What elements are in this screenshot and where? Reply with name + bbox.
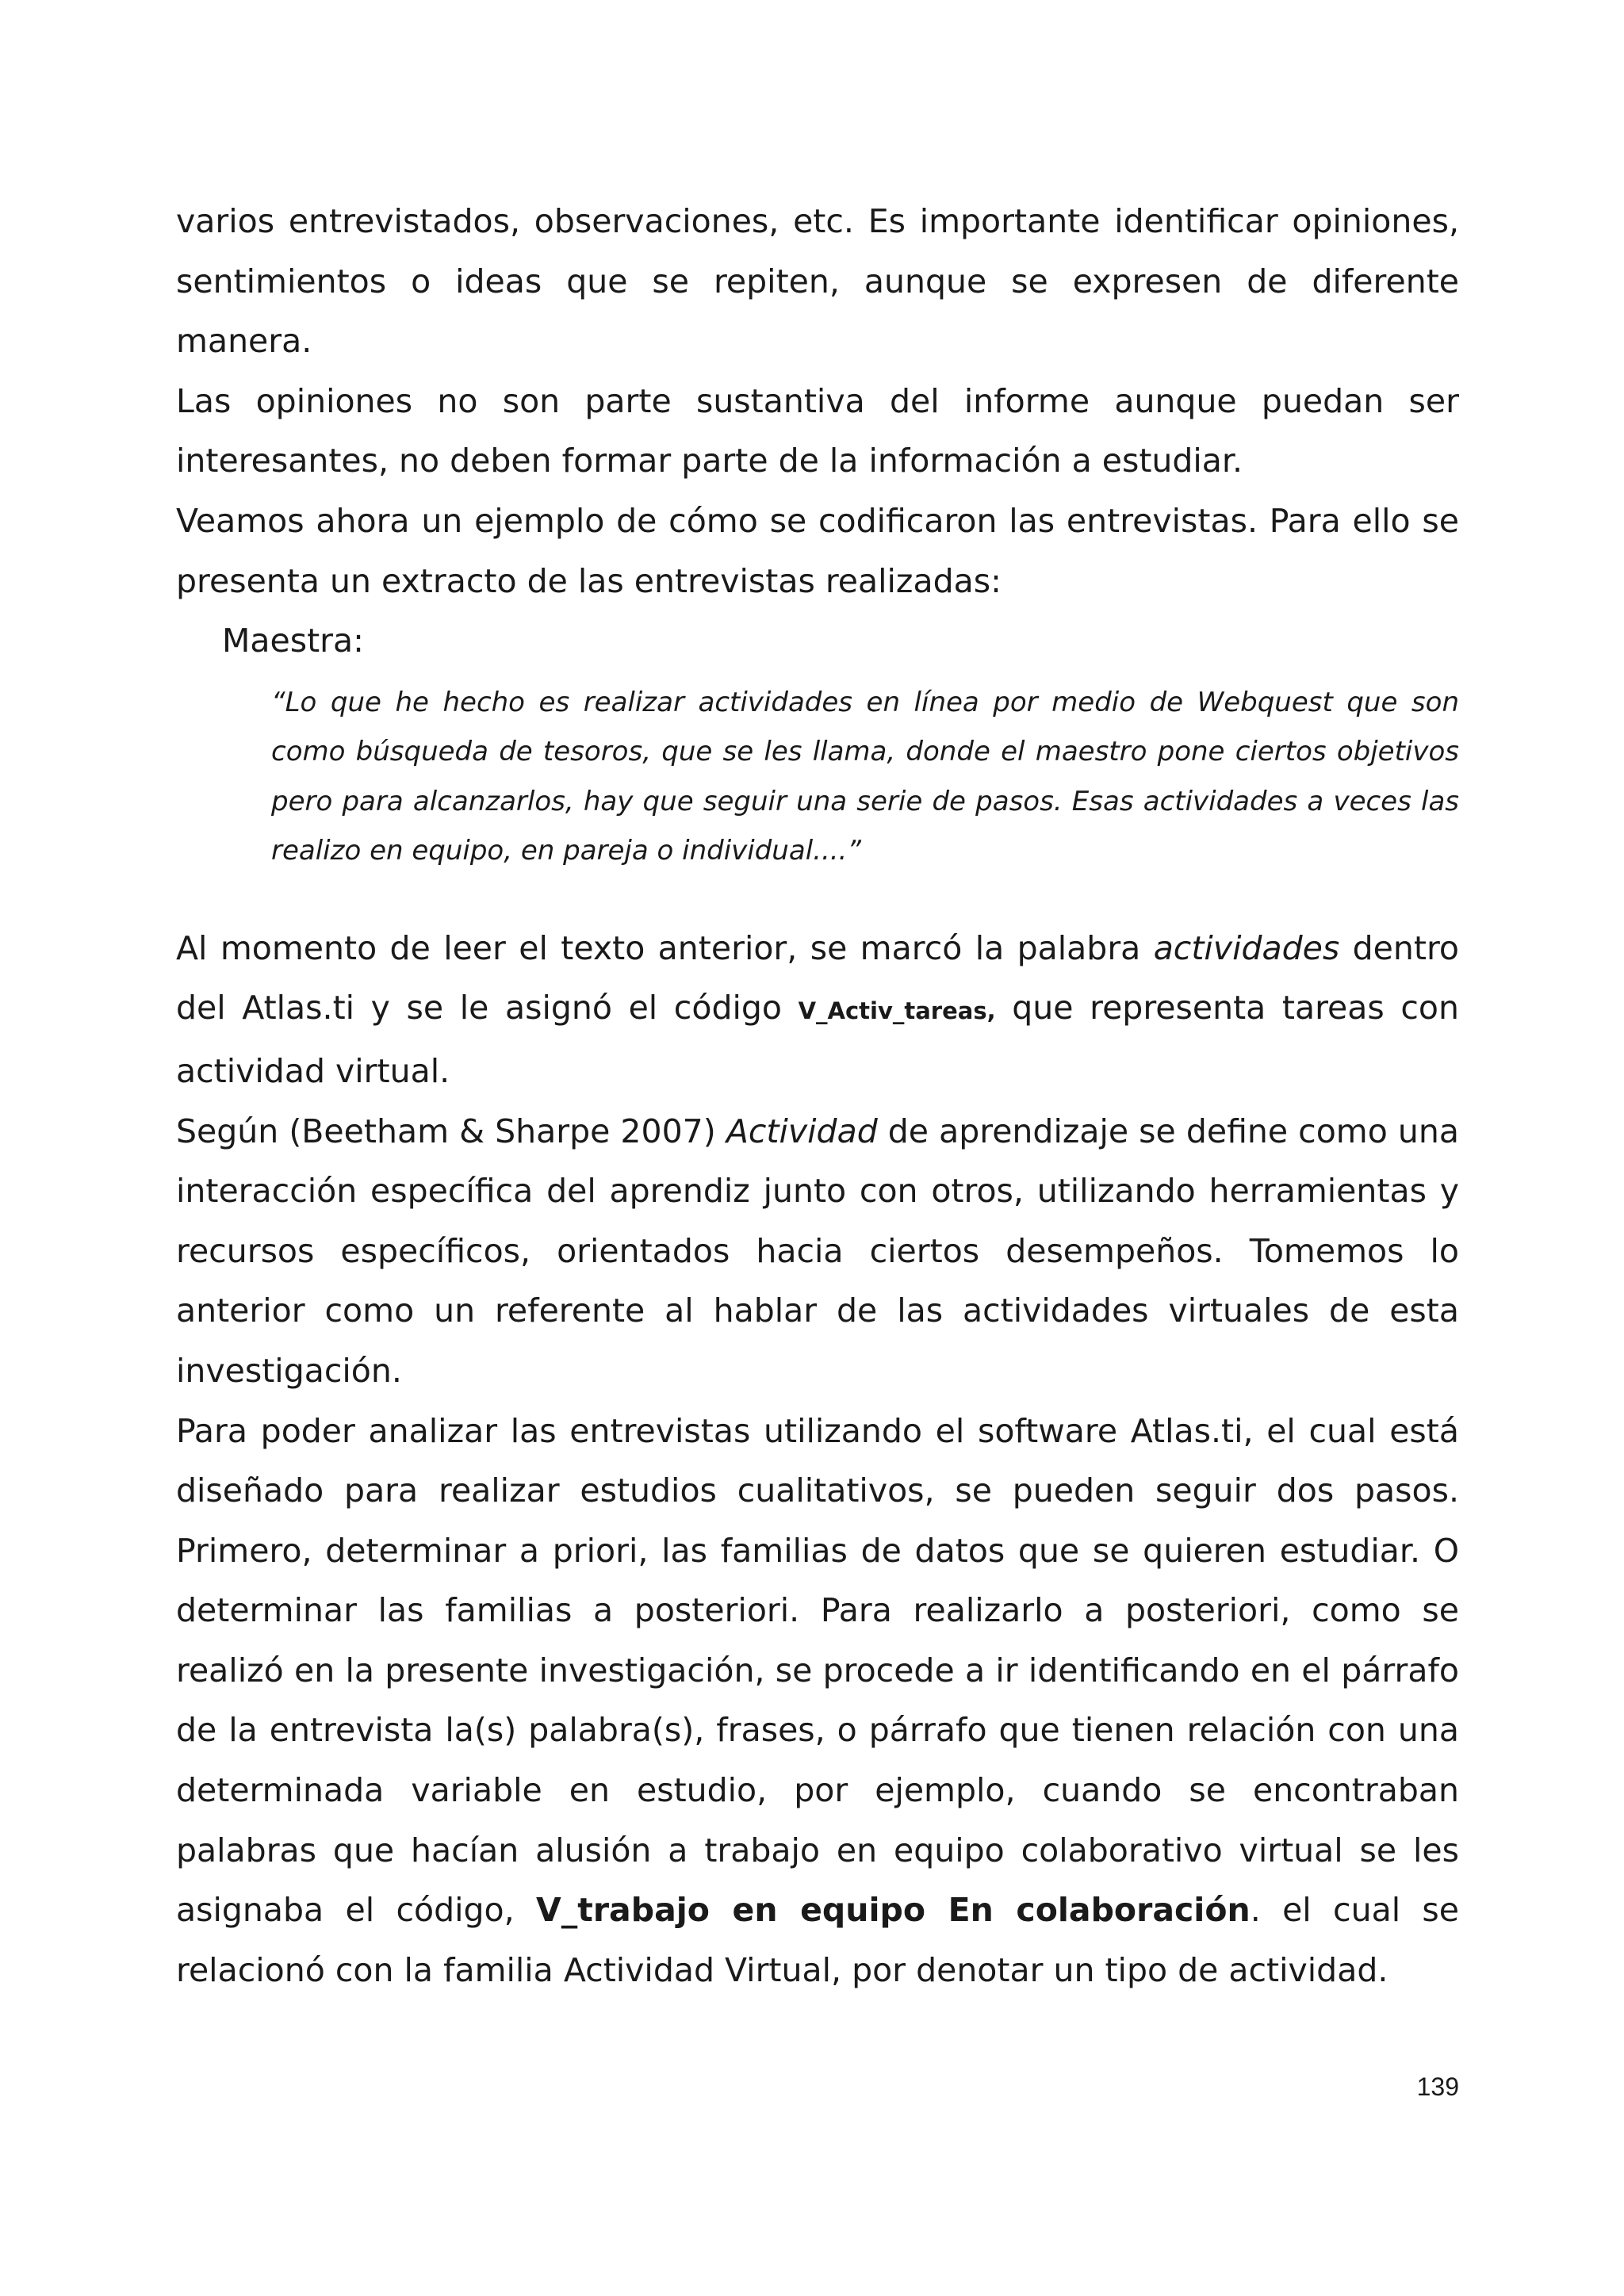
code-label-trabajo-equipo: V_trabajo en equipo En colaboración [536, 1891, 1251, 1930]
paragraph-6-text-a: Para poder analizar las entrevistas utilizando el software Atlas.ti, el cual está diseñado para realizar estudios cualitativos, se pueden seguir dos pasos. Primero, determinar a priori, las familias de datos que se quieren estudiar. O determinar las familias a posteriori. Para realizarlo a posteriori, como se realizó en la presente investigación, se procede a ir identificando en el párrafo de la entrevista la(s) palabra(s), frases, o párrafo que tienen relación con una determinada variable en estudio, por ejemplo, cuando se encontraban palabras que hacían alusión a trabajo en equipo colaborativo virtual se les asignaba el código, [176, 1411, 1459, 1930]
paragraph-6 [176, 1402, 1459, 2001]
paragraph-6-text-b: . el cual se relacionó con la familia Actividad Virtual, por denotar un tipo de actividad. [176, 1891, 1460, 1989]
paragraph-5 [176, 1102, 1459, 1402]
paragraph-2: Las opiniones no son parte sustantiva del informe aunque puedan ser interesantes, no deben formar parte de la información a estudiar. [176, 381, 1459, 480]
paragraph-spacer [176, 876, 1459, 919]
paragraph-3: Veamos ahora un ejemplo de cómo se codificaron las entrevistas. Para ello se presenta un extracto de las entrevistas realizadas: [176, 501, 1459, 600]
document-body [176, 192, 1459, 2000]
paragraph-4 [176, 919, 1459, 1102]
page-number: 139 [1416, 2072, 1459, 2101]
interview-quote: “Lo que he hecho es realizar actividades en línea por medio de Webquest que son como búsqueda de tesoros, que se les llama, donde el maestro pone ciertos objetivos pero para alcanzarlos, hay que seguir una serie de pasos. Esas actividades a veces las realizo en equipo, en pareja o individual....” [271, 686, 1459, 867]
paragraph-4-text-b: dentro del Atlas.ti y se le asignó el código [176, 928, 1459, 1027]
interview-speaker: Maestra: [222, 622, 364, 660]
paragraph-5-text-a: Según (Beetham & Sharpe 2007) [176, 1112, 726, 1150]
paragraph-5-text-b: de aprendizaje se define como una interacción específica del aprendiz junto con otros, utilizando herramientas y recursos específicos, orientados hacia ciertos desempeños. Tomemos lo anterior como un referente al hablar de las actividades virtuales de esta investigación. [176, 1112, 1459, 1390]
paragraph-1: varios entrevistados, observaciones, etc. Es importante identificar opiniones, sentimientos o ideas que se repiten, aunque se expresen de diferente manera. [176, 202, 1459, 361]
emphasis-actividades: actividades [1153, 928, 1340, 967]
paragraph-4-text-a: Al momento de leer el texto anterior, se marcó la palabra [176, 928, 1154, 967]
paragraph-4-text-c: que representa tareas con actividad virtual. [176, 989, 1459, 1090]
code-label-activ-tareas: V_Activ_tareas, [798, 997, 996, 1025]
emphasis-actividad: Actividad [726, 1112, 878, 1150]
